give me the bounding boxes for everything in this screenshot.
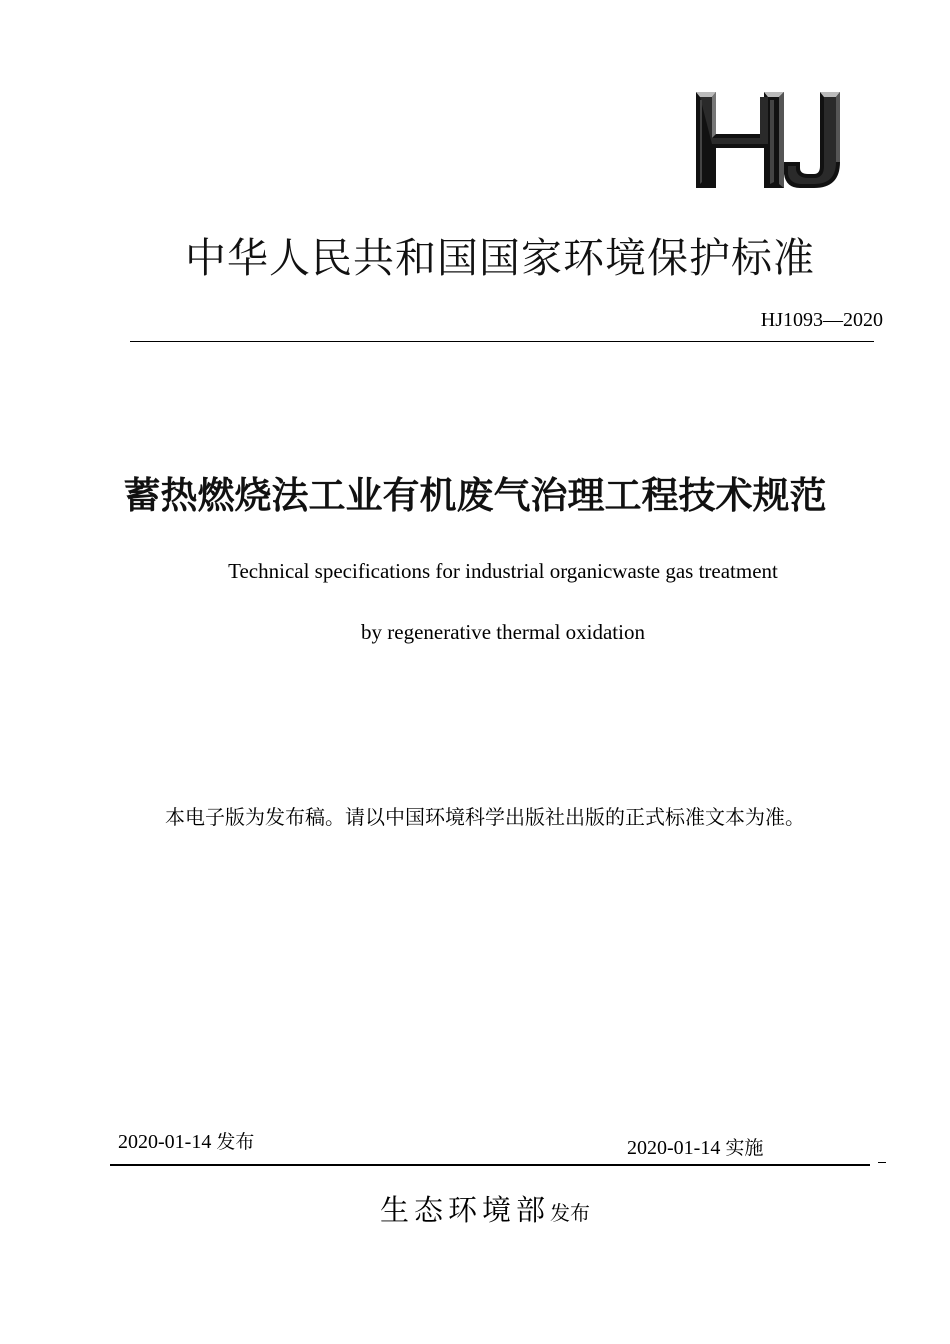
hj-logo-letter-j [784,92,840,188]
effective-date-value: 2020-01-14 [627,1137,721,1159]
header-divider [130,341,874,342]
effective-date [627,1136,763,1160]
document-title-en-line2: by regenerative thermal oxidation [361,620,645,644]
standard-category-title: 中华人民共和国国家环境保护标准 [185,234,815,282]
effective-date-label: 实施 [725,1137,764,1159]
publisher [0,1190,950,1235]
issue-date-label: 发布 [216,1131,255,1153]
document-title-cn: 蓄热燃烧法工业有机废气治理工程技术规范 [123,474,827,517]
hj-logo-letter-h [696,92,784,188]
document-title-en-line1: Technical specifications for industrial organicwaste gas treatment [228,559,778,583]
footer-divider [110,1164,870,1166]
footer-divider-tick [878,1162,886,1163]
issue-date-value: 2020-01-14 [118,1131,212,1153]
issue-date [118,1130,254,1154]
publisher-name: 生态环境部 [379,1193,550,1227]
publisher-suffix: 发布 [550,1201,590,1225]
standard-number: HJ1093—2020 [760,309,883,331]
hj-logo [688,88,848,192]
electronic-version-notice: 本电子版为发布稿。请以中国环境科学出版社出版的正式标准文本为准。 [165,805,805,829]
